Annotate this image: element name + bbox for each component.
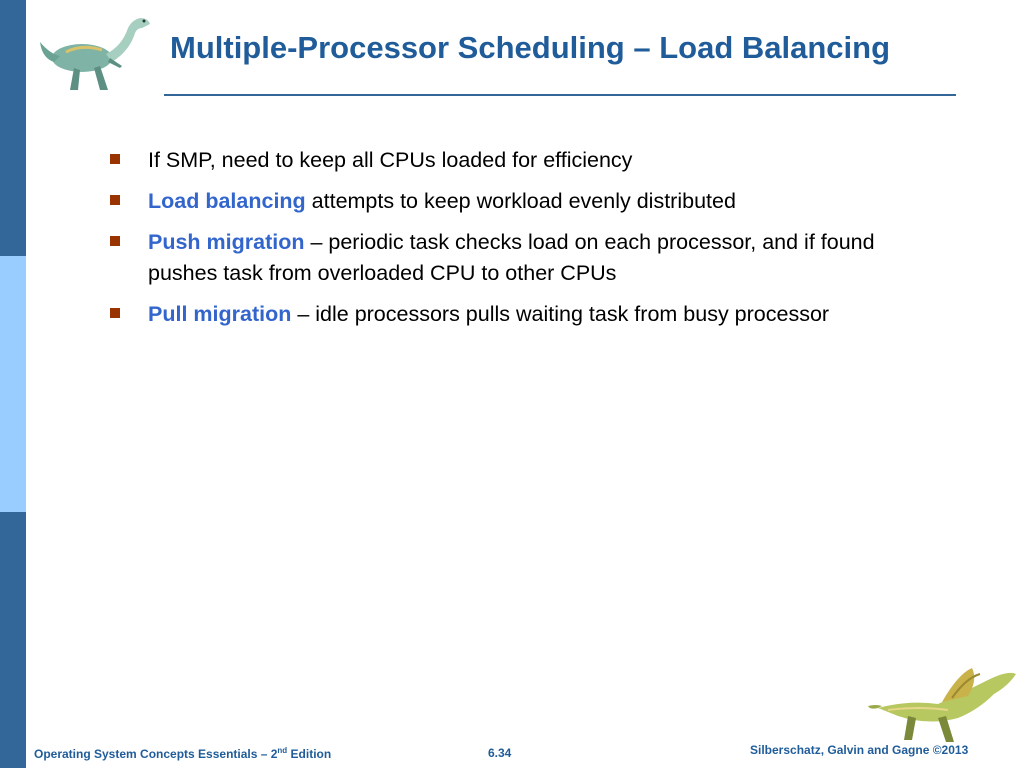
bullet-item xyxy=(110,145,910,176)
bullet-term: Pull migration xyxy=(148,302,292,326)
bullet-body: If SMP, need to keep all CPUs loaded for efficiency xyxy=(148,148,633,172)
bullet-body: attempts to keep workload evenly distributed xyxy=(305,189,736,213)
bullet-term: Push migration xyxy=(148,230,305,254)
footer-book-title xyxy=(34,746,331,761)
bullet-item xyxy=(110,299,910,330)
sidebar-top-band xyxy=(0,0,26,256)
bullet-text xyxy=(148,299,829,330)
bullet-square-icon xyxy=(110,195,120,205)
footer-edition-superscript: nd xyxy=(277,746,288,755)
bullet-body: – periodic task checks load on each processor, and if found pushes task from overloaded CPU to other CPUs xyxy=(148,230,875,285)
dinosaur-logo-icon xyxy=(868,660,1018,750)
bullet-list xyxy=(110,145,910,340)
footer-edition: Edition xyxy=(287,747,332,761)
bullet-body: – idle processors pulls waiting task from busy processor xyxy=(291,302,830,326)
bullet-text xyxy=(148,145,632,176)
sidebar-middle-band xyxy=(0,256,26,512)
bullet-text xyxy=(148,227,888,289)
footer-page-number: 6.34 xyxy=(488,746,512,760)
bullet-item xyxy=(110,186,910,217)
footer-copyright: Silberschatz, Galvin and Gagne ©2013 xyxy=(750,743,969,757)
bullet-item xyxy=(110,227,910,289)
bullet-square-icon xyxy=(110,236,120,246)
dinosaur-logo-icon xyxy=(36,6,156,96)
bullet-term: Load balancing xyxy=(148,189,306,213)
title-divider xyxy=(164,94,956,96)
sidebar-bottom-band xyxy=(0,512,26,768)
footer-book: Operating System Concepts Essentials – 2 xyxy=(34,747,278,761)
bullet-square-icon xyxy=(110,308,120,318)
slide-title: Multiple-Processor Scheduling – Load Balancing xyxy=(170,30,891,65)
bullet-text xyxy=(148,186,736,217)
left-sidebar xyxy=(0,0,26,768)
bullet-square-icon xyxy=(110,154,120,164)
